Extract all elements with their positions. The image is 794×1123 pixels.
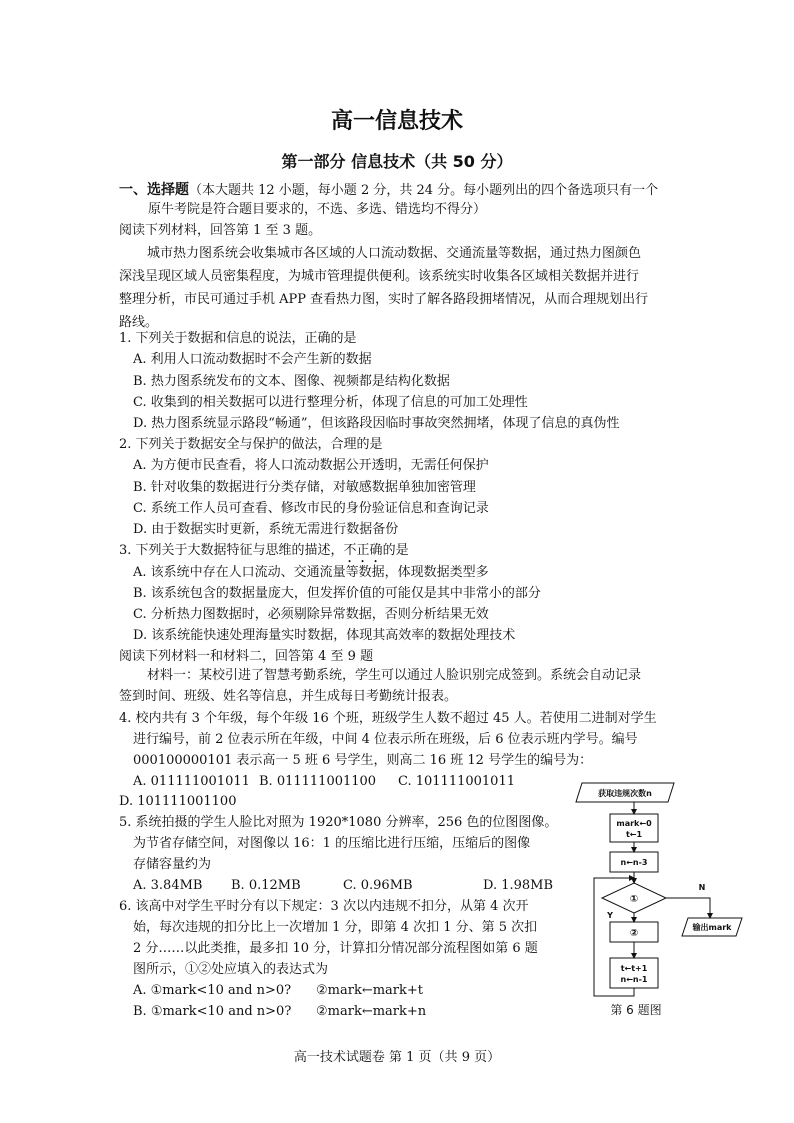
flowchart: [570, 780, 770, 1020]
question-3-option-b: B. 该系统包含的数据量庞大，但发挥价值的可能仅是其中非常小的部分: [133, 586, 541, 601]
section-label: 一、选择题: [119, 182, 189, 198]
flow-output-text: 输出mark: [692, 923, 732, 932]
question-5-option-b: B. 0.12MB: [231, 878, 301, 893]
question-1-option-d: D. 热力图系统显示路段“畅通”，但该路段因临时事故突然拥堵，体现了信息的真伪性: [133, 416, 620, 431]
question-3-option-c: C. 分析热力图数据时，必须剔除异常数据，否则分析结果无效: [133, 607, 489, 622]
question-5-stem: 为节省存储空间，对图像以 16：1 的压缩比进行压缩，压缩后的图像: [133, 836, 531, 851]
flow-input-text: 获取违规次数n: [598, 789, 652, 798]
question-6-stem: 6. 该高中对学生平时分有以下规定：3 次以内违规不扣分，从第 4 次开: [119, 899, 529, 914]
question-2-option-b: B. 针对收集的数据进行分类存储，对敏感数据单独加密管理: [133, 480, 476, 495]
question-1-option-b: B. 热力图系统发布的文本、图像、视频都是结构化数据: [133, 374, 450, 389]
question-1-option-a: A. 利用人口流动数据时不会产生新的数据: [133, 352, 372, 367]
question-2-option-d: D. 由于数据实时更新，系统无需进行数据备份: [133, 522, 399, 537]
question-2-option-a: A. 为方便市民查看，将人口流动数据公开透明，无需任何保护: [133, 458, 489, 473]
question-1-option-c: C. 收集到的相关数据可以进行整理分析，体现了信息的可加工处理性: [133, 395, 528, 410]
question-3-option-a: A. 该系统中存在人口流动、交通流量等数据，体现数据类型多: [133, 565, 489, 580]
question-6-option-a2: ②mark←mark+t: [316, 983, 424, 998]
material1-line: 路线。: [119, 315, 159, 330]
question-6-stem: 始，每次违规的扣分比上一次增加 1 分，即第 4 次扣 1 分、第 5 次扣: [133, 920, 538, 935]
flow-cond-text: ①: [629, 894, 639, 905]
question-6-stem: 2 分……以此类推，最多扣 10 分，计算扣分情况部分流程图如第 6 题: [133, 941, 538, 956]
question-5-stem: 5. 系统拍摄的学生人脸比对照为 1920*1080 分辨率，256 色的位图图像。: [119, 815, 558, 830]
question-5-option-c: C. 0.96MB: [343, 878, 413, 893]
flow-no-label: N: [698, 883, 706, 892]
question-5-option-a: A. 3.84MB: [133, 878, 203, 893]
question-2-stem: 2. 下列关于数据安全与保护的做法，合理的是: [119, 437, 383, 452]
material2-line: 签到时间、班级、姓名等信息，并生成每日考勤统计报表。: [119, 689, 458, 704]
question-3-stem-pre: 3. 下列关于大数据特征与思维的描述，: [119, 543, 344, 558]
reading-instruction-2: 阅读下列材料一和材料二，回答第 4 至 9 题: [119, 649, 374, 664]
question-1-stem: 1. 下列关于数据和信息的说法，正确的是: [119, 331, 357, 346]
question-6-option-b1: B. ①mark<10 and n>0?: [133, 1004, 292, 1019]
question-3-stem: [119, 542, 409, 566]
material1-line: 深浅呈现区域人员密集程度，为城市管理提供便利。该系统实时收集各区域相关数据并进行: [119, 269, 640, 284]
question-5-stem: 存储容量约为: [133, 857, 212, 872]
question-3-emphasis: 不正确: [343, 543, 383, 558]
section-header: [119, 181, 658, 200]
question-6-stem: 图所示，①②处应填入的表达式为: [133, 962, 329, 977]
question-4-option-b: B. 011111001100: [259, 774, 377, 789]
flow-caption: 第 6 题图: [610, 1003, 662, 1017]
question-4-option-d: D. 101111001100: [119, 794, 237, 809]
page-footer: 高一技术试题卷 第 1 页（共 9 页）: [293, 1050, 501, 1065]
question-3-stem-post: 的是: [382, 543, 409, 558]
material1-line: 整理分析，市民可通过手机 APP 查看热力图，实时了解各路段拥堵情况，从而合理规划出行: [119, 292, 649, 307]
question-4-option-c: C. 101111001011: [398, 774, 515, 789]
question-6-option-b2: ②mark←mark+n: [316, 1004, 427, 1019]
question-5-option-d: D. 1.98MB: [483, 878, 554, 893]
flow-update-text: t←t+1: [620, 964, 648, 973]
flow-init-text: mark←0: [616, 819, 652, 828]
question-4-option-a: A. 011111001011: [133, 774, 250, 789]
part-title: 第一部分 信息技术（共 50 分）: [281, 152, 513, 171]
material2-line: 材料一：某校引进了智慧考勤系统，学生可以通过人脸识别完成签到。系统会自动记录: [147, 668, 642, 683]
page-title: 高一信息技术: [330, 109, 463, 134]
flow-yes-label: Y: [607, 911, 613, 920]
material1-line: 城市热力图系统会收集城市各区域的人口流动数据、交通流量等数据，通过热力图颜色: [147, 246, 642, 261]
flow-update-text: n←n-1: [620, 975, 648, 984]
flow-init-text: t←1: [625, 830, 643, 839]
question-3-option-d: D. 该系统能快速处理海量实时数据，体现其高效率的数据处理技术: [133, 628, 516, 643]
reading-instruction-1: 阅读下列材料，回答第 1 至 3 题。: [119, 223, 322, 238]
question-4-stem: 000100000101 表示高一 5 班 6 号学生，则高二 16 班 12 号学生的编号为：: [133, 753, 593, 768]
question-4-stem: 进行编号，前 2 位表示所在年级，中间 4 位表示所在班级，后 6 位表示班内学号。编号: [133, 732, 638, 747]
flow-op-text: ②: [629, 928, 639, 939]
flow-no-arrow: [666, 898, 710, 918]
question-4-stem: 4. 校内共有 3 个年级，每个年级 16 个班，班级学生人数不超过 45 人。若使用二进制对学生: [119, 711, 657, 726]
question-6-option-a1: A. ①mark<10 and n>0?: [133, 983, 292, 998]
section-desc-line2: 原牛考院是符合题目要求的，不选、多选、错选均不得分）: [148, 202, 487, 217]
question-2-option-c: C. 系统工作人员可查看、修改市民的身份验证信息和查询记录: [133, 501, 489, 516]
section-desc: （本大题共 12 小题，每小题 2 分，共 24 分。每小题列出的四个备选项只有一个: [189, 183, 659, 198]
flow-step-text: n←n-3: [620, 858, 648, 867]
